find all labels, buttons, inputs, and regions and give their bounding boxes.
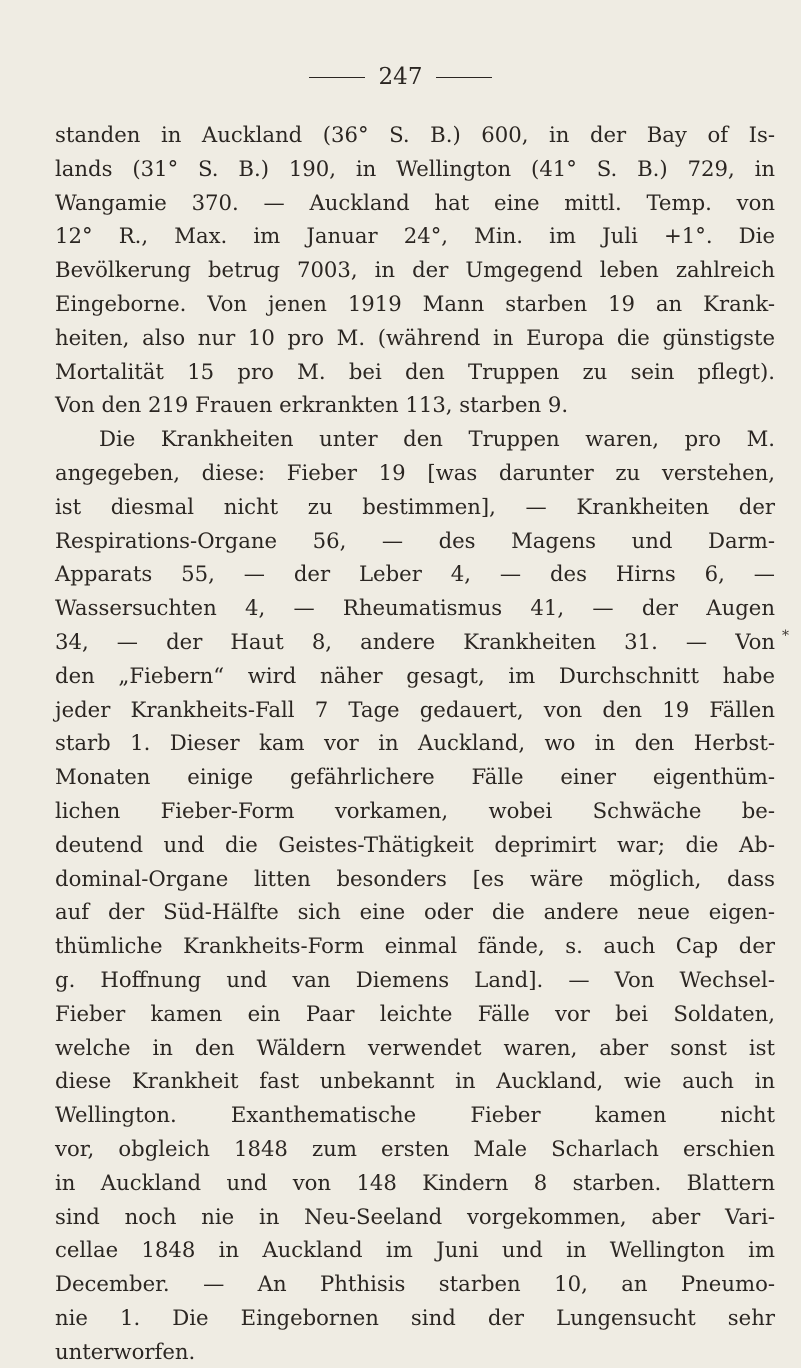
text-line: dominal-Organe litten besonders [es wäre möglich, dass [55,865,775,891]
text-line: Fieber kamen ein Paar leichte Fälle vor bei Soldaten, [55,1000,775,1026]
text-line: Monaten einige gefährlichere Fälle einer eigenthüm- [55,764,775,790]
text-line: 34, — der Haut 8, andere Krankheiten 31. — Von [55,628,775,654]
text-line: Eingeborne. Von jenen 1919 Mann starben 19 an Krank- [55,290,775,316]
text-line: in Auckland und von 148 Kindern 8 starben. Blattern [55,1169,775,1195]
text-line: Respirations-Organe 56, — des Magens und Darm- [55,527,775,553]
body-text [55,118,775,1368]
text-line: 12° R., Max. im Januar 24°, Min. im Juli +1°. Die [55,223,775,249]
page-header [0,62,801,92]
text-line: ist diesmal nicht zu bestimmen], — Krankheiten der [55,493,775,519]
header-rule-right [436,77,492,78]
text-line: Wellington. Exanthematische Fieber kamen nicht [55,1102,775,1128]
text-line: g. Hoffnung und van Diemens Land]. — Von Wechsel- [55,966,775,992]
text-line: nie 1. Die Eingebornen sind der Lungensucht sehr [55,1304,775,1330]
text-line: jeder Krankheits-Fall 7 Tage gedauert, von den 19 Fällen [55,696,775,722]
text-line: Wassersuchten 4, — Rheumatismus 41, — der Augen [55,595,775,621]
text-line: den „Fiebern“ wird näher gesagt, im Durchschnitt habe [55,662,775,688]
text-line: thümliche Krankheits-Form einmal fände, s. auch Cap der [55,933,775,959]
text-line: lichen Fieber-Form vorkamen, wobei Schwäche be- [55,797,775,823]
text-line: unterworfen. [55,1338,196,1364]
text-line: December. — An Phthisis starben 10, an Pneumo- [55,1271,775,1297]
text-line: angegeben, diese: Fieber 19 [was darunter zu verstehen, [55,459,775,485]
text-line: Bevölkerung betrug 7003, in der Umgegend leben zahlreich [55,257,775,283]
text-line: Wangamie 370. — Auckland hat eine mittl. Temp. von [55,189,775,215]
header-rule-left [309,77,365,78]
text-line: diese Krankheit fast unbekannt in Auckland, wie auch in [55,1068,775,1094]
page-number: 247 [378,64,423,90]
text-line: Mortalität 15 pro M. bei den Truppen zu sein pflegt). [55,358,775,384]
text-line: Die Krankheiten unter den Truppen waren, pro M. [99,426,775,452]
text-line: sind noch nie in Neu-Seeland vorgekommen, aber Vari- [55,1203,775,1229]
text-line: Apparats 55, — der Leber 4, — des Hirns 6, — [55,561,775,587]
margin-mark: * [782,628,789,644]
text-line: standen in Auckland (36° S. B.) 600, in der Bay of Is- [55,122,775,147]
text-line: auf der Süd-Hälfte sich eine oder die andere neue eigen- [55,899,775,925]
text-line: starb 1. Dieser kam vor in Auckland, wo in den Herbst- [55,730,775,756]
text-line: cellae 1848 in Auckland im Juni und in Wellington im [55,1237,775,1263]
text-line: vor, obgleich 1848 zum ersten Male Scharlach erschien [55,1135,775,1161]
text-line: welche in den Wäldern verwendet waren, aber sonst ist [55,1034,775,1060]
text-line: lands (31° S. B.) 190, in Wellington (41° S. B.) 729, in [55,155,775,181]
text-line: Von den 219 Frauen erkrankten 113, starben 9. [55,392,569,418]
text-line: heiten, also nur 10 pro M. (während in Europa die günstigste [55,324,775,350]
text-line: deutend und die Geistes-Thätigkeit deprimirt war; die Ab- [55,831,775,857]
